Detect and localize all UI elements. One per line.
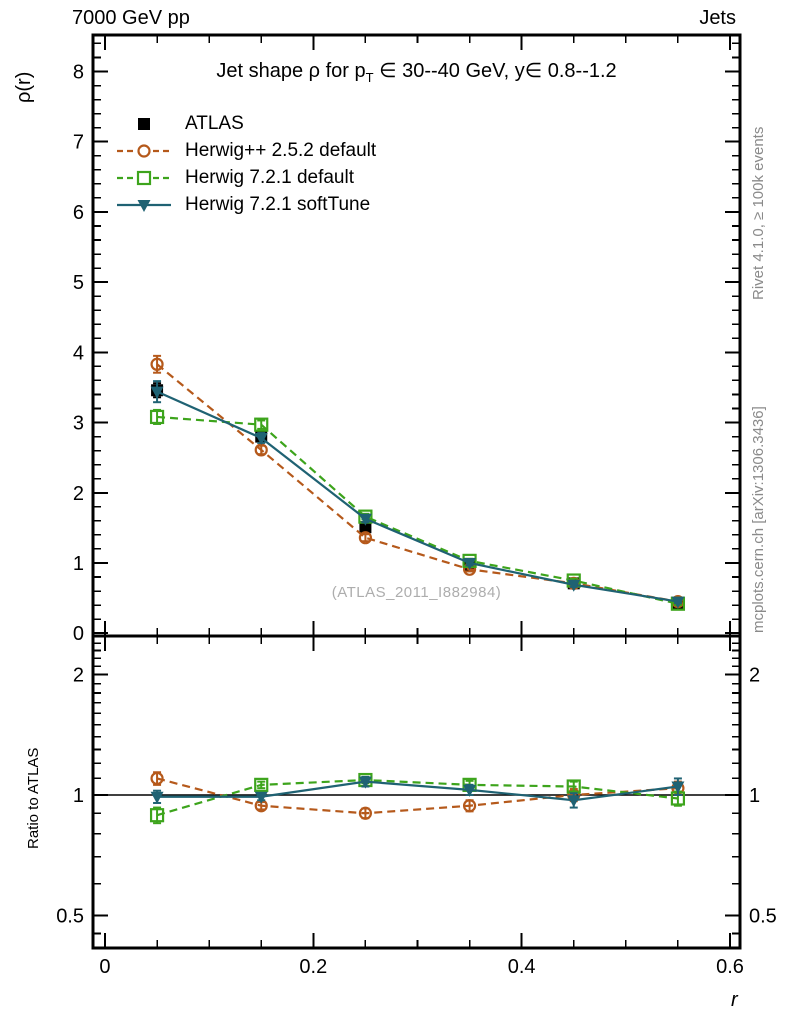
atlas-marker-icon (116, 113, 172, 135)
plot-title-subscript: T (365, 70, 374, 85)
plot-title-pre: Jet shape ρ for p (216, 60, 366, 82)
svg-text:0.5: 0.5 (56, 905, 84, 928)
svg-text:1: 1 (72, 784, 84, 807)
herwig7-default-marker-icon (116, 167, 172, 189)
legend-label-herwig7-default: Herwig 7.2.1 default (185, 166, 354, 188)
legend (116, 110, 376, 218)
svg-text:0.4: 0.4 (507, 956, 536, 978)
legend-row-atlas (116, 110, 376, 137)
collision-energy-label: 7000 GeV pp (72, 7, 190, 29)
herwigpp-marker-icon (116, 140, 172, 162)
svg-text:2: 2 (749, 664, 761, 687)
svg-text:0: 0 (72, 623, 84, 646)
rivet-version-note: Rivet 4.1.0, ≥ 100k events (750, 126, 767, 300)
plot-title-post: ∈ 30--40 GeV, y∈ 0.8--1.2 (373, 60, 617, 82)
svg-text:2: 2 (72, 664, 84, 687)
ratio-y-axis-label: Ratio to ATLAS (25, 747, 42, 849)
svg-text:4: 4 (72, 342, 84, 365)
analysis-id-watermark: (ATLAS_2011_I882984) (331, 584, 502, 601)
svg-text:7: 7 (72, 131, 84, 154)
svg-text:1: 1 (749, 784, 761, 807)
legend-row-herwig7-default (116, 164, 376, 191)
legend-row-herwigpp (116, 137, 376, 164)
legend-label-herwig7-softtune: Herwig 7.2.1 softTune (185, 193, 371, 215)
svg-text:6: 6 (72, 201, 84, 224)
legend-row-herwig7-softtune (116, 191, 376, 218)
svg-text:1: 1 (72, 552, 84, 575)
plot-title (93, 58, 740, 85)
svg-text:5: 5 (72, 272, 84, 295)
main-y-axis-label: ρ(r) (13, 71, 35, 103)
svg-text:3: 3 (72, 412, 84, 435)
svg-text:0.2: 0.2 (299, 956, 328, 978)
analysis-topic-label: Jets (699, 7, 736, 29)
svg-text:0.5: 0.5 (749, 905, 777, 928)
herwig7-softtune-marker-icon (116, 194, 172, 216)
svg-text:0.6: 0.6 (716, 956, 744, 978)
x-axis-label: r (731, 989, 738, 1011)
svg-text:8: 8 (72, 61, 84, 84)
legend-label-herwigpp: Herwig++ 2.5.2 default (185, 139, 377, 161)
svg-text:2: 2 (72, 482, 84, 505)
legend-label-atlas: ATLAS (185, 112, 244, 134)
svg-text:0: 0 (99, 956, 111, 978)
mcplots-reference-note: mcplots.cern.ch [arXiv:1306.3436] (750, 406, 767, 633)
